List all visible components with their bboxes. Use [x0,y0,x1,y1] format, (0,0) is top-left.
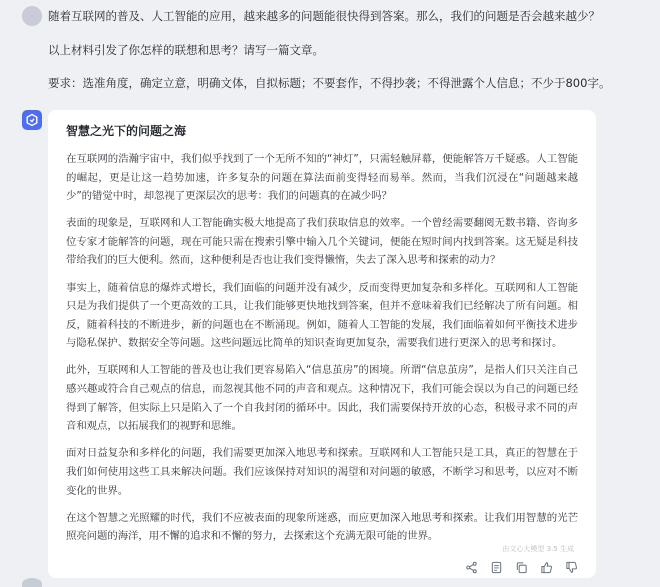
user-message [0,0,660,102]
user-avatar [22,6,42,26]
doc-icon[interactable] [490,561,503,574]
response-paragraph-6: 在这个智慧之光照耀的时代，我们不应被表面的现象所迷惑，而应更加深入地思考和探索。让我们用智慧的光芒照亮问题的海洋，用不懈的追求和不懈的努力，去探索这个充满无限可能的世界。 [66,511,578,543]
response-title: 智慧之光下的问题之海 [66,124,187,138]
copy-icon[interactable] [515,561,528,574]
response-paragraph-3: 事实上，随着信息的爆炸式增长，我们面临的问题并没有减少，反而变得更加复杂和多样化。互联网和人工智能只是为我们提供了一个更高效的工具，让我们能够更快地找到答案，但并不意味着我们已经解决了所有问题。相反，随着科技的不断进步，新的问题也在不断涌现。例如，随着人工智能的发展，我们面临着如何平衡技术进步与隐私保护、数据安全等问题。这些问题远比简单的知识查询更加复杂，需要我们进行更深入的思考和探讨。 [66,281,578,350]
response-paragraph-5: 面对日益复杂和多样化的问题，我们需要更加深入地思考和探索。互联网和人工智能只是工具，真正的智慧在于我们如何使用这些工具来解决问题。我们应该保持对知识的渴望和对问题的敏感，不断学习和思考，以应对不断变化的世界。 [66,447,578,497]
response-paragraph-4: 此外，互联网和人工智能的普及也让我们更容易陷入“信息茧房”的困境。所谓“信息茧房”，是指人们只关注自己感兴趣或符合自己观点的信息，而忽视其他不同的声音和观点。这种情况下，我们可能会误以为自己的问题已经得到了解答，但实际上只是陷入了一个自我封闭的循环中。因此，我们需要保持开放的心态，积极寻求不同的声音和观点，以拓展我们的视野和思维。 [66,364,578,433]
user-message-line-1: 随着互联网的普及、人工智能的应用，越来越多的问题能很快得到答案。那么，我们的问题是否会越来越少？ [48,9,600,23]
next-user-avatar [22,578,42,587]
response-paragraph-2: 表面的现象是，互联网和人工智能确实极大地提高了我们获取信息的效率。一个曾经需要翻阅无数书籍、咨询多位专家才能解答的问题，现在可能只需在搜索引擎中输入几个关键词，便能在短时间内找到答案。这无疑是科技带给我们的巨大便利。然而，这种便利是否也让我们变得懒惰，失去了深入思考和探索的动力？ [66,217,578,267]
user-message-line-3: 要求：选准角度，确定立意，明确文体，自拟标题；不要套作，不得抄袭；不得泄露个人信息；不少于800字。 [48,76,611,90]
assistant-avatar-icon [22,110,42,130]
response-paragraph-1: 在互联网的浩瀚宇宙中，我们似乎找到了一个无所不知的“神灯”，只需轻触屏幕，便能解答万千疑惑。人工智能的崛起，更是让这一趋势加速，许多复杂的问题在算法面前变得轻而易举。然而，当我们沉浸在“问题越来越少”的错觉中时，却忽视了更深层次的思考：我们的问题真的在减少吗？ [66,153,578,203]
assistant-response-card [48,110,596,578]
user-message-line-2: 以上材料引发了你怎样的联想和思考？请写一篇文章。 [48,43,324,57]
thumbs-down-icon[interactable] [565,561,578,574]
response-action-bar [48,556,596,578]
thumbs-up-icon[interactable] [540,561,553,574]
share-icon[interactable] [465,561,478,574]
model-watermark: 由文心大模型 3.5 生成 [502,545,574,553]
